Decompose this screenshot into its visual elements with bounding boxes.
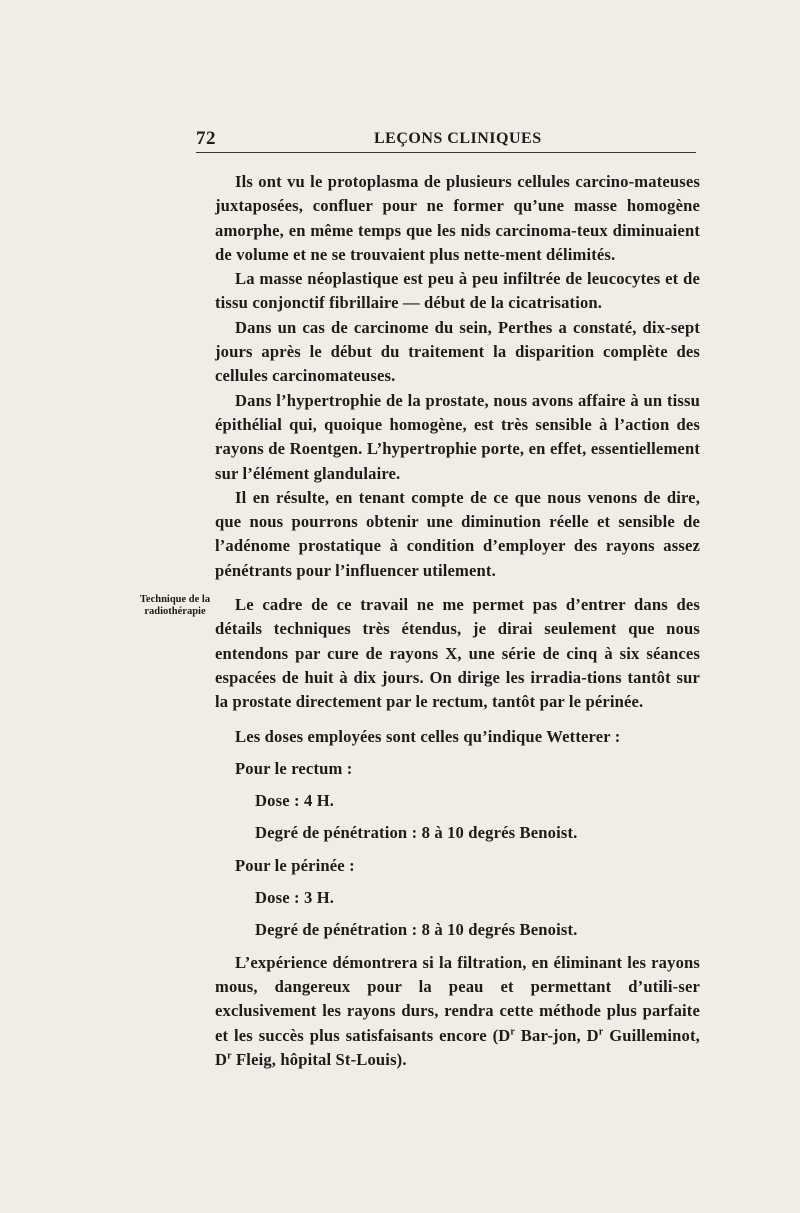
paragraph-7: Les doses employées sont celles qu’indique Wetterer : [235, 726, 621, 746]
paragraph-6: Le cadre de ce travail ne me permet pas d’entrer dans des détails techniques très étendus, je dirai seulement que nous entendons par cure de rayons X, une série de cinq à six séances espacées de huit à dix jours. On dirige les irradia-tions tantôt sur la prostate directement par le rectum, tantôt par le périnée. [215, 595, 700, 712]
running-head [196, 128, 696, 152]
paragraph-8-mid-2: Guilleminot, D [215, 1025, 700, 1069]
paragraph-5: Il en résulte, en tenant compte de ce que nous venons de dire, que nous pourrons obtenir une diminution réelle et sensible de l’adénome prostatique à condition d’employer des rayons assez pénétrants pour l’influencer utilement. [215, 487, 700, 580]
header-rule [196, 152, 696, 153]
doctor-abbrev-2: r [598, 1025, 604, 1037]
running-title: LEÇONS CLINIQUES [374, 130, 542, 147]
doctor-abbrev-1: r [510, 1025, 515, 1037]
margin-note-line-1: Technique de la [139, 594, 211, 605]
page-number: 72 [196, 128, 216, 149]
margin-note-line-2: radiothérapie [144, 606, 206, 617]
paragraph-8 [215, 951, 700, 1072]
perinee-penetration: Degré de pénétration : 8 à 10 degrés Benoist. [255, 920, 578, 940]
paragraph-4: Dans l’hypertrophie de la prostate, nous avons affaire à un tissu épithélial qui, quoique homogène, est très sensible à l’action des rayons de Roentgen. L’hypertrophie porte, en effet, essentiellement sur l’élément glandulaire. [215, 390, 700, 483]
paragraph-3: Dans un cas de carcinome du sein, Perthes a constaté, dix-sept jours après le début du traitement la disparition complète des cellules carcinomateuses. [215, 317, 700, 386]
paragraph-8-mid-1: Bar-jon, D [514, 1025, 599, 1045]
paragraph-8-end: Fleig, hôpital St-Louis). [231, 1049, 407, 1069]
perinee-dose: Dose : 3 H. [255, 888, 335, 908]
paragraph-1: Ils ont vu le protoplasma de plusieurs cellules carcino-mateuses juxtaposées, confluer pour ne former qu’une masse homogène amorphe, en même temps que les nids carcinoma-teux diminuaient de volume et ne se trouvaient plus nette-ment délimités. [215, 172, 700, 264]
paragraph-2: La masse néoplastique est peu à peu infiltrée de leucocytes et de tissu conjonctif fibrillaire — début de la cicatrisation. [215, 269, 700, 313]
rectum-penetration: Degré de pénétration : 8 à 10 degrés Benoist. [255, 823, 578, 843]
rectum-heading: Pour le rectum : [235, 758, 353, 778]
rectum-dose: Dose : 4 H. [255, 791, 335, 811]
perinee-heading: Pour le périnée : [235, 855, 355, 875]
doctor-abbrev-3: r [227, 1050, 232, 1062]
body-text [215, 170, 700, 1072]
margin-note [136, 594, 214, 618]
paragraph-8-start: L’expérience démontrera si la filtration, en éliminant les rayons mous, dangereux pour la peau et permettant d’utili-ser exclusivement les rayons durs, rendra cette méthode plus parfaite et les succès plus satisfaisants encore (D [215, 952, 700, 1045]
